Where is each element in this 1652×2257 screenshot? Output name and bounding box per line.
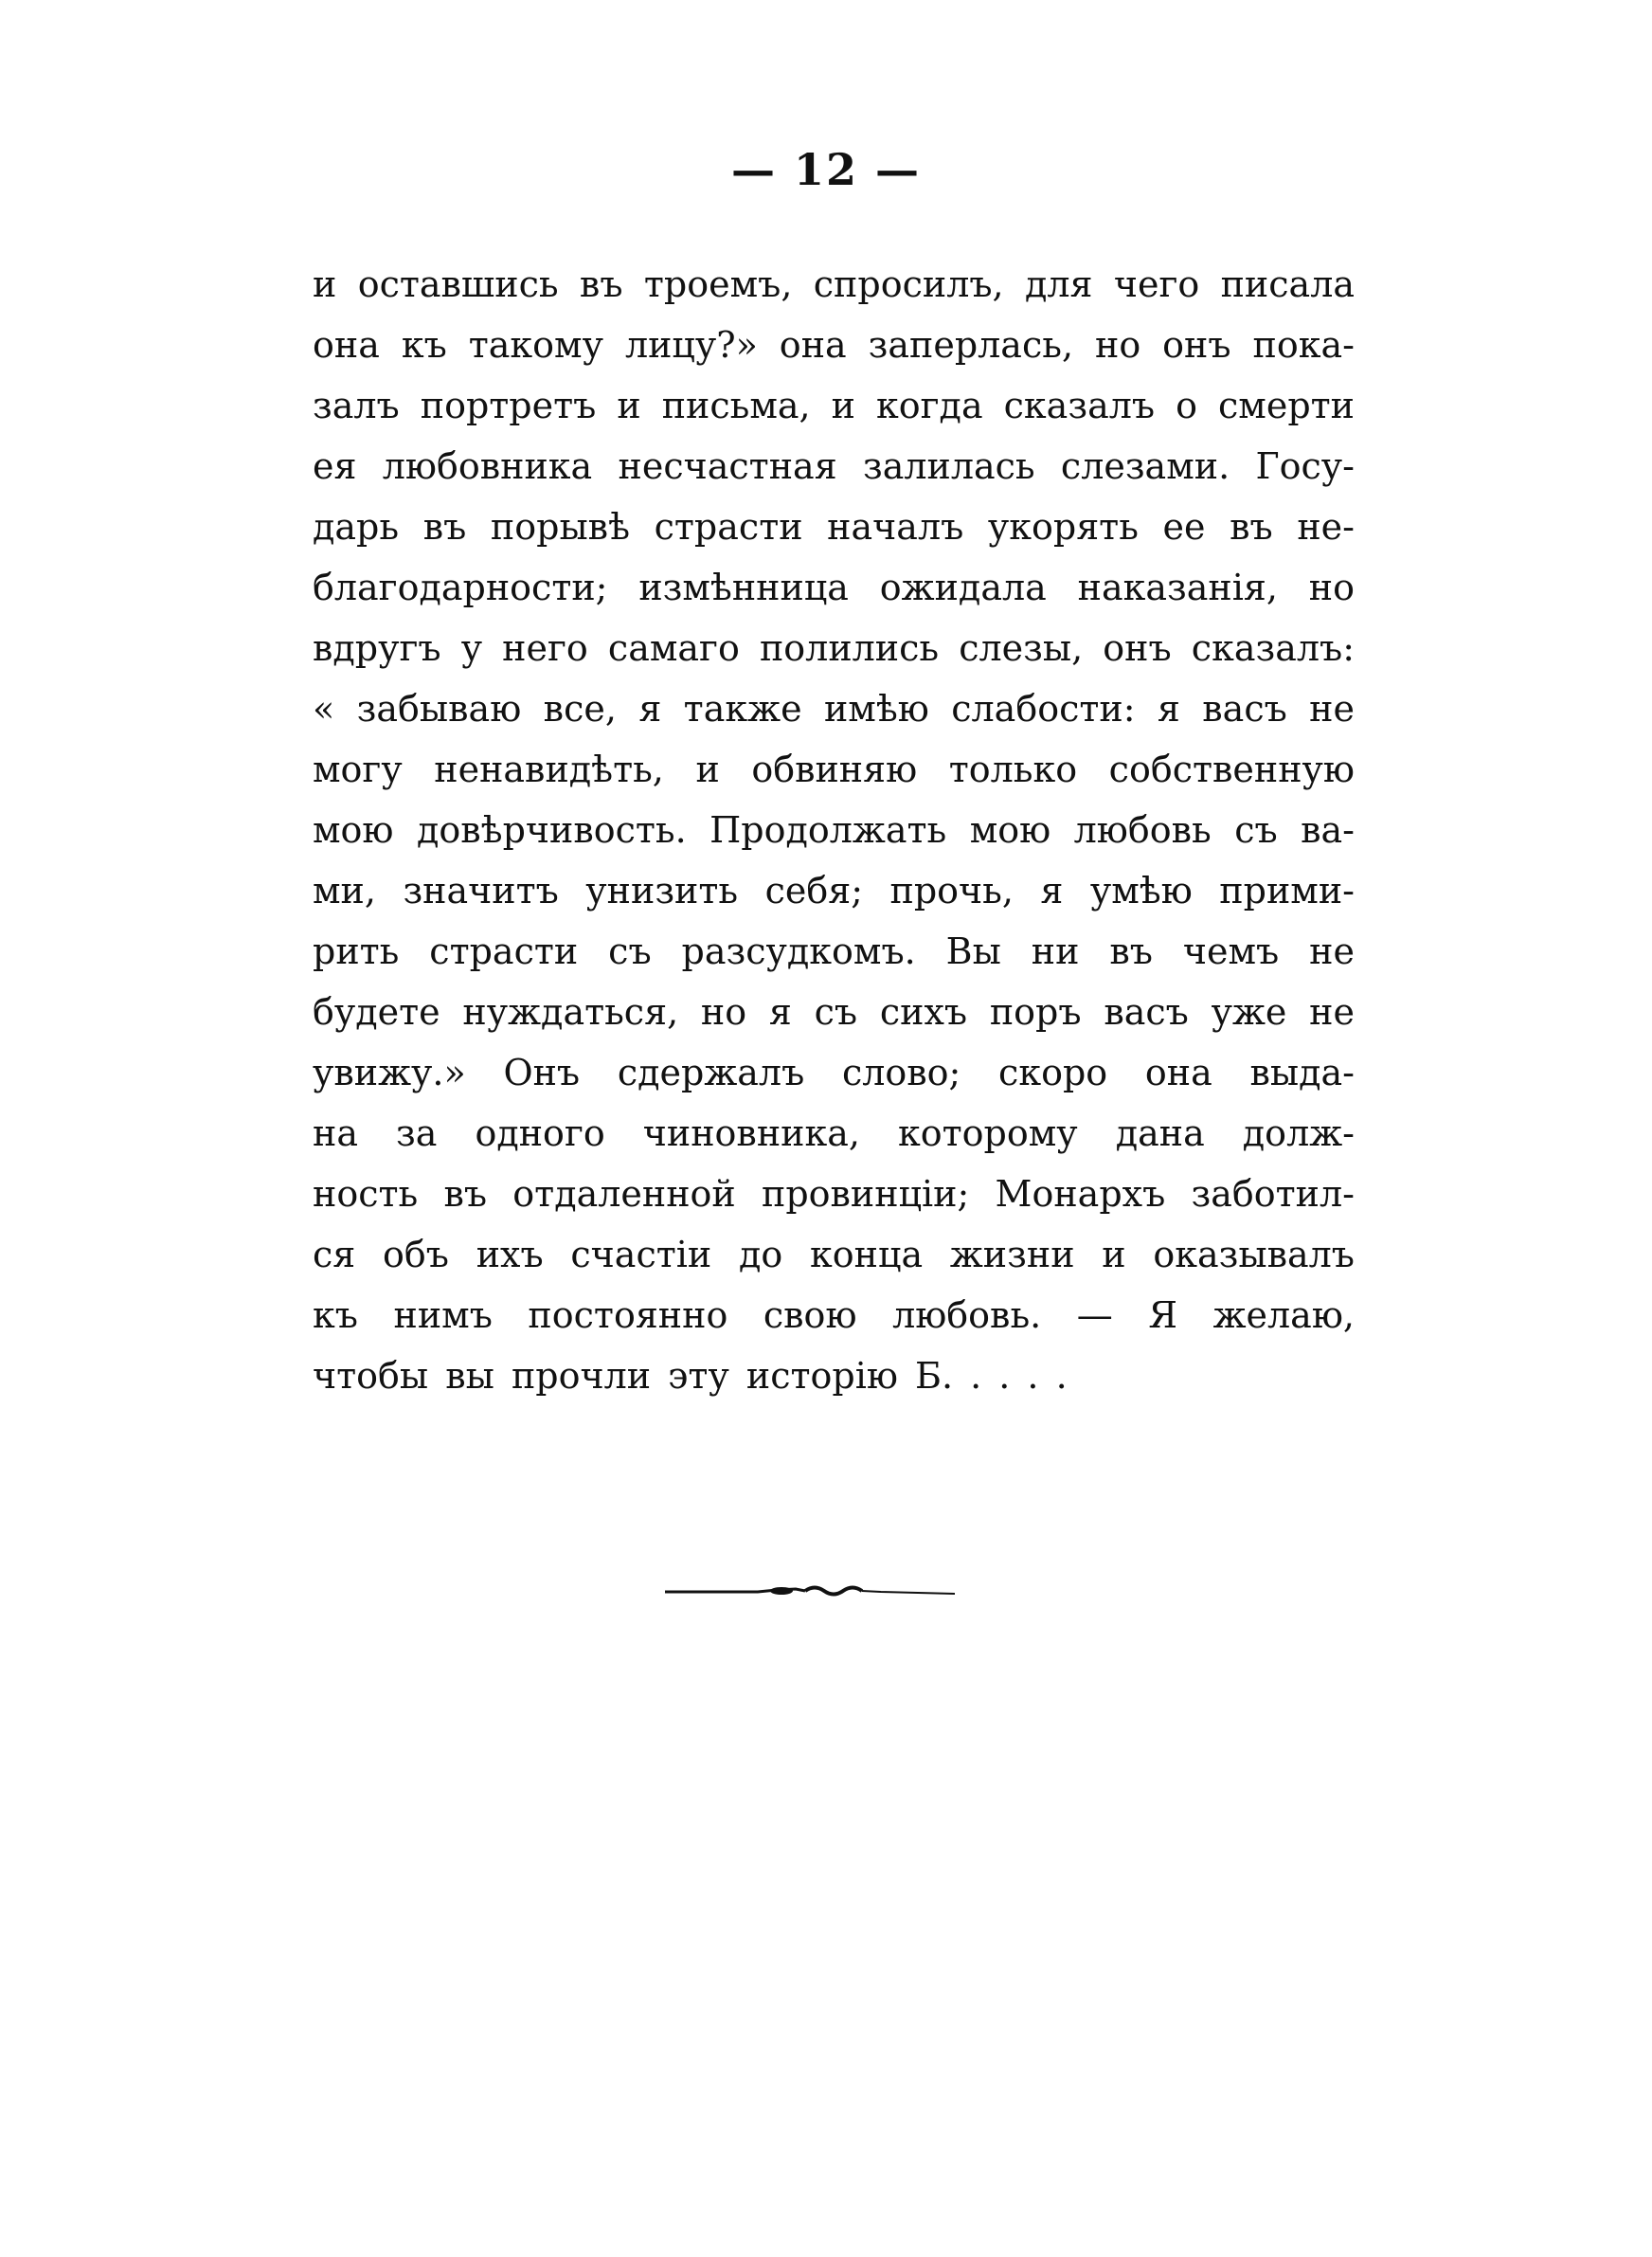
text-line: залъ портретъ и письма, и когда сказалъ о смерти — [313, 385, 1355, 426]
text-line: могу ненавидѣть, и обвиняю только собственную — [313, 749, 1355, 790]
text-line: она къ такому лицу?» она заперлась, но онъ пока- — [313, 324, 1355, 366]
text-line: будете нуждаться, но я съ сихъ поръ васъ уже не — [313, 991, 1355, 1033]
text-line: рить страсти съ разсудкомъ. Вы ни въ чемъ не — [313, 930, 1355, 972]
text-line: вдругъ у него самаго полились слезы, онъ сказалъ: — [313, 627, 1355, 669]
body-text — [313, 254, 1355, 1406]
text-line: ея любовника несчастная залилась слезами. Госу- — [313, 445, 1355, 487]
text-line: мою довѣрчивость. Продолжать мою любовь съ ва- — [313, 809, 1355, 851]
text-line: на за одного чиновника, которому дана долж- — [313, 1112, 1355, 1154]
text-line: увижу.» Онъ сдержалъ слово; скоро она выда- — [313, 1052, 1355, 1093]
text-line: ми, значитъ унизить себя; прочь, я умѣю прими- — [313, 870, 1355, 912]
text-line: ся объ ихъ счастіи до конца жизни и оказывалъ — [313, 1234, 1355, 1275]
text-line: ность въ отдаленной провинціи; Монархъ заботил- — [313, 1173, 1355, 1215]
text-line: благодарности; измѣнница ожидала наказанія, но — [313, 567, 1355, 608]
text-line: дарь въ порывѣ страсти началъ укорять ее въ не- — [313, 506, 1355, 548]
text-line: къ нимъ постоянно свою любовь. — Я желаю, — [313, 1294, 1355, 1336]
text-line: « забываю все, я также имѣю слабости: я васъ не — [313, 688, 1355, 730]
page-number: — 12 — — [730, 144, 922, 195]
ornament-divider — [663, 1577, 957, 1605]
text-line: чтобы вы прочли эту исторію Б. . . . . — [313, 1355, 1068, 1397]
text-line: и оставшись въ троемъ, спросилъ, для чего писала — [313, 263, 1355, 305]
